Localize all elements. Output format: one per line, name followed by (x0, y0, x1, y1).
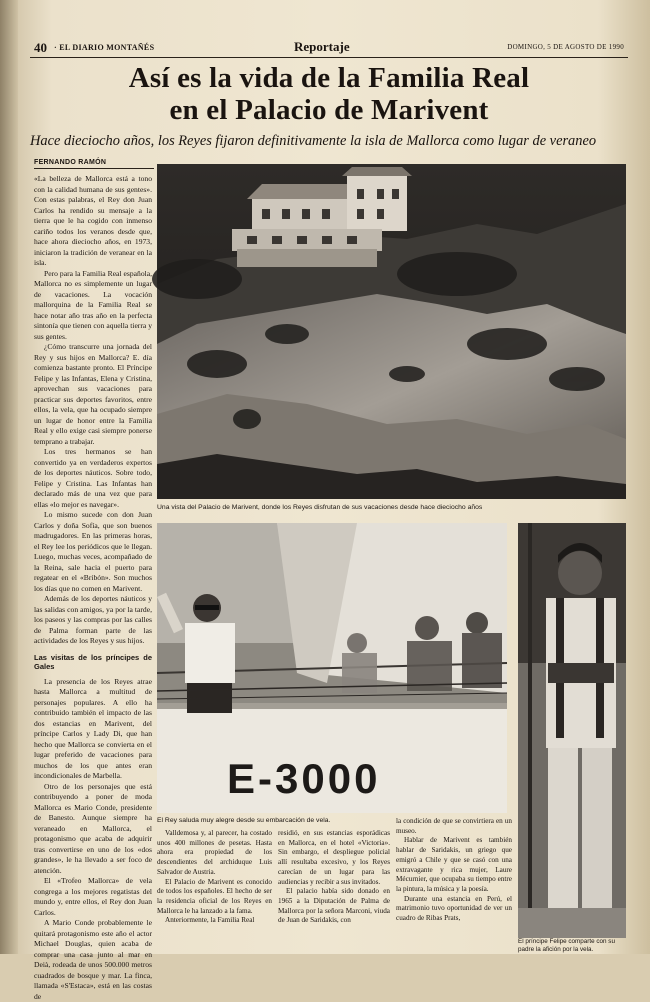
sail-number: E-3000 (227, 755, 380, 802)
paragraph: «La belleza de Mallorca está a tono con la calidad humana de sus gentes». Con estas palabras, el Rey don Juan Carlos ha rendido su mensaje a la tierra que le ha cogido con inmenso cariño todos los veranos desde que, hace ahora dieciocho años, en 1973, iniciaron la tradición de veranear en la isla. (34, 174, 152, 269)
paragraph: El palacio había sido donado en 1965 a la Diputación de Palma de Mallorca por la señora Marconi, viuda de Juan de Saridakis, con (278, 887, 390, 926)
paragraph: El «Trofeo Mallorca» de vela congrega a los mejores regatistas del mundo y, entre ellos, el Rey don Juan Carlos. (34, 876, 152, 918)
palace-photo-image (157, 164, 626, 499)
byline: FERNANDO RAMÓN (34, 159, 106, 166)
sailing-caption: El Rey saluda muy alegre desde su embarcación de vela. (157, 817, 507, 825)
paragraph: Hablar de Marivent es también hablar de Saridakis, un griego que emigró a Chile y que se casó con una extravagante y rica mujer, Laure Mécurnier, que ocupaba su tiempo entre la pintura, la música y la poesía. (396, 836, 512, 894)
subheading: Las visitas de los príncipes de Gales (34, 653, 152, 671)
paragraph: El Palacio de Marivent es conocido de todos los españoles. El hecho de ser la residencia oficial de los Reyes en Mallorca le ha lanzado a la fama. (157, 878, 272, 917)
body-column-2 (157, 829, 272, 949)
paragraph: Además de los deportes náuticos y las salidas con amigos, ya por la tarde, los paseos y las compras por las calles de Palma forman parte de las actividades de los Reyes y sus hijos. (34, 594, 152, 647)
sailing-photo-image (157, 523, 507, 813)
page-number: 40 (34, 40, 47, 56)
prince-photo-image (518, 523, 626, 938)
paragraph: La presencia de los Reyes atrae hasta Mallorca a multitud de personajes populares. A ello ha contribuido también el impacto de las dos estancias en Marivent, del príncipe Carlos y Lady Di, que han hecho que Mallorca se convierta en el lugar preferido de vacaciones para muchos de los que antes eran incondicionales de Marbella. (34, 677, 152, 782)
headline-line-2: en el Palacio de Marivent (30, 94, 628, 126)
byline-rule (34, 168, 154, 169)
newspaper-name: · EL DIARIO MONTAÑÉS (54, 43, 154, 52)
issue-date: DOMINGO, 5 DE AGOSTO DE 1990 (507, 43, 624, 51)
body-column-4 (396, 817, 512, 947)
paragraph: Pero para la Familia Real española, Mallorca no es simplemente un lugar de vacaciones. La vocación mallorquina de la Familia Real se hace notar año tras año en la perfecta sintonía que tienen con aquella tierra y sus gentes. (34, 269, 152, 343)
paragraph: Otro de los personajes que está contribuyendo a poner de moda Mallorca es Mario Conde, presidente de Banesto. Aunque siempre ha veraneado en Mallorca, el protagonismo que acaba de adquirir tras convertirse en uno de los «dos grandes», le ha llevado a ser foco de atención. (34, 782, 152, 877)
sailing-photo (157, 523, 507, 813)
headline-line-1: Así es la vida de la Familia Real (30, 62, 628, 94)
paragraph: A Mario Conde probablemente le quitará protagonismo este año el actor Michael Douglas, quien acaba de comprar una casa junto al mar en Deià, rodeada de unos 500.000 metros cuadrados de bosque y mar. La finca, llamada «S'Estaca», está en las costas de (34, 918, 152, 1002)
paragraph: residió, en sus estancias esporádicas en Mallorca, en el hotel «Victoria». Sin embargo, el despliegue policial allí resultaba excesivo, y los Reyes carecían de un lugar para las audiencias y recibir a sus invitados. (278, 829, 390, 887)
paragraph: la condición de que se convirtiera en un museo. (396, 817, 512, 836)
palace-photo (157, 164, 626, 499)
prince-photo (518, 523, 626, 938)
page-gutter-shadow (0, 0, 18, 954)
prince-caption: El príncipe Felipe comparte con su padre la afición por la vela. (518, 938, 628, 953)
paragraph: Lo mismo sucede con don Juan Carlos y doña Sofía, que son buenos madrugadores. En las primeras horas, el Rey lee los periódicos que le llegan. Luego, muchas veces, acompañado de la Reina, sale hacia el puerto para regatear en el «Bribón». Son muchos los días que no comen en Marivent. (34, 510, 152, 594)
section-title: Reportaje (294, 39, 350, 55)
column-part-a (34, 174, 152, 647)
headline (30, 62, 628, 126)
column-part-b (34, 677, 152, 1002)
paragraph: Anteriormente, la Familia Real (157, 916, 272, 926)
header-rule (30, 57, 628, 58)
paragraph: ¿Cómo transcurre una jornada del Rey y sus hijos en Mallorca? E. día comienza bastante pronto. El Príncipe Felipe y las Infantas, Elena y Cristina, aprovechan sus vacaciones para practicar sus deportes favoritos, entre ellos, la vela, que ha ocupado siempre un lugar de honor entre la Familia Real y ello exige casi siempre ponerse temprano a trabajar. (34, 342, 152, 447)
body-column-left (34, 174, 152, 822)
paragraph: Durante una estancia en Perú, el matrimonio tuvo oportunidad de ver un cuadro de Ribas Prats, (396, 895, 512, 924)
deck-subtitle: Hace dieciocho años, los Reyes fijaron definitivamente la isla de Mallorca como lugar de veraneo (30, 133, 630, 150)
paragraph: Los tres hermanos se han convertido ya en verdaderos expertos de los deportes náuticos. Sobre todo, Felipe y Cristina. Las Infantas han declarado más de una vez que para ellas «lo mejor es navegar». (34, 447, 152, 510)
paragraph: Valldemosa y, al parecer, ha costado unos 400 millones de pesetas. Hasta ahora era propiedad de los descendientes del archiduque Luis Salvador de Austria. (157, 829, 272, 878)
page-header (28, 40, 628, 56)
palace-caption: Una vista del Palacio de Marivent, donde los Reyes disfrutan de sus vacaciones desde hace dieciocho años (157, 504, 627, 512)
body-column-3 (278, 829, 390, 949)
